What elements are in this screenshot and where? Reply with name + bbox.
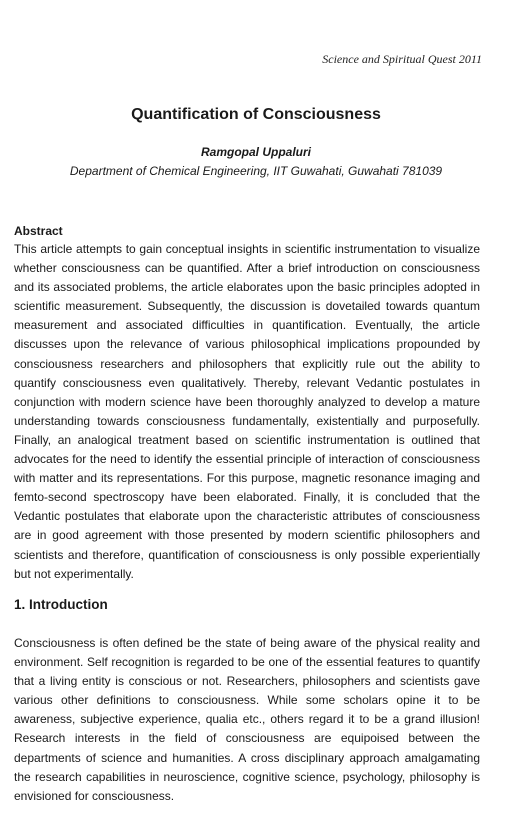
author-affiliation: Department of Chemical Engineering, IIT Guwahati, Guwahati 781039 — [69, 164, 443, 178]
paper-title: Quantification of Consciousness — [131, 106, 381, 123]
section-heading-introduction: 1. Introduction — [14, 597, 108, 612]
author-name: Ramgopal Uppaluri — [200, 145, 311, 159]
introduction-text: Consciousness is often defined be the state of being aware of the physical reality and environment. Self recognition is regarded to be one of the essential features to quantify that a living entity is conscious or not. Researchers, philosophers and scientists gave various other definitions to consciousness. While some scholars opine it to be awareness, subjective experience, qualia etc., others regard it to be a grand illusion! Research interests in the field of consciousness are equipoised between the departments of science and humanities. A cross disciplinary approach amalgamating the research capabilities in neuroscience, cognitive science, psychology, philosophy is envisioned for consciousness. — [14, 636, 480, 803]
abstract-heading: Abstract — [14, 224, 63, 238]
running-head: Science and Spiritual Quest 2011 — [322, 52, 482, 66]
abstract-text: This article attempts to gain conceptual insights in scientific instrumentation to visualize whether consciousness can be quantified. After a brief introduction on consciousness and its associated problems, the article elaborates upon the basic principles adopted in scientific measurement. Subsequently, the discussion is dovetailed towards quantum measurement and associated difficulties in quantification. Eventually, the article discusses upon the relevance of various philosophical implications propounded by consciousness researchers and philosophers that explicitly rule out the ability to quantify consciousness even qualitatively. Thereby, relevant Vedantic postulates in conjunction with modern science have been thoroughly analyzed to develop a mature understanding towards consciousness fundamentally, existentially and purposefully. Finally, an analogical treatment based on scientific instrumentation is outlined that advocates for the need to identify the essential principle of interaction of consciousness with matter and its representations. For this purpose, magnetic resonance imaging and femto-second spectroscopy have been elaborated. Finally, it is concluded that the Vedantic postulates that elaborate upon the characteristic attributes of consciousness are in good agreement with those presented by modern scientific philosophers and scientists and therefore, quantification of consciousness is only possible experientially but not experimentally. — [14, 242, 480, 581]
